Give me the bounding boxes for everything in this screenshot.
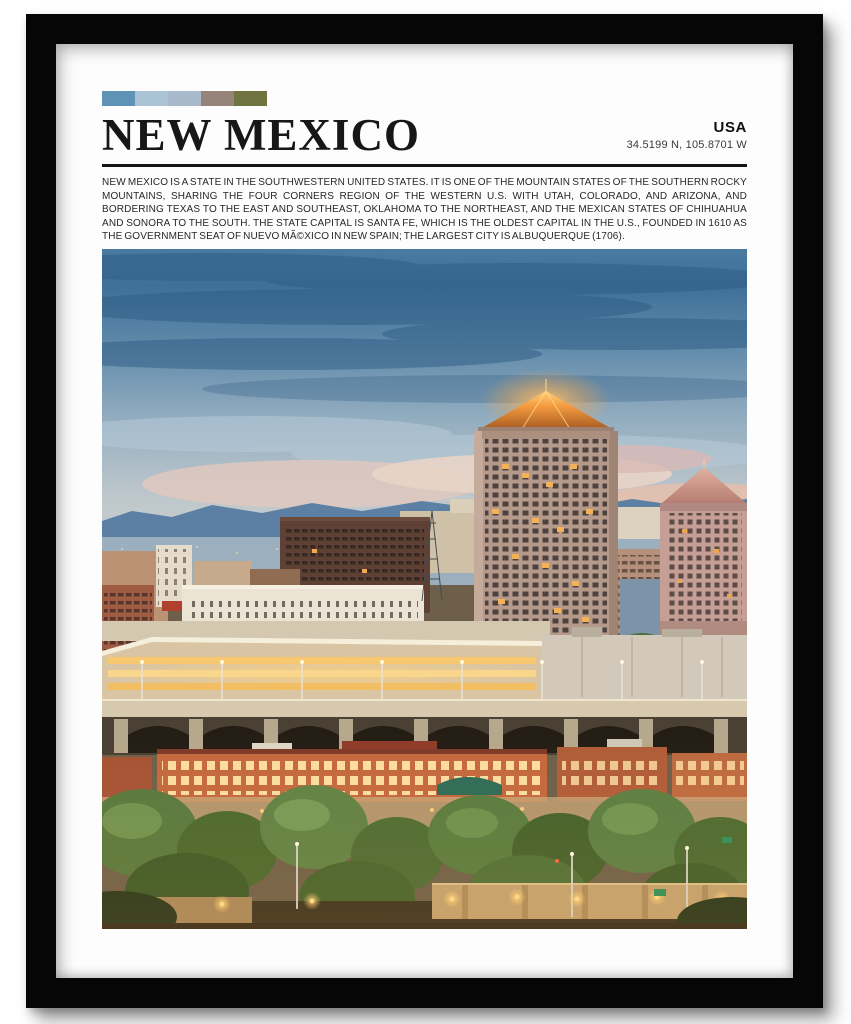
poster-description: NEW MEXICO IS A STATE IN THE SOUTHWESTERN UNITED STATES. IT IS ONE OF THE MOUNTAIN STATES OF THE SOUTHERN ROCKY MOUNTAINS, SHARING THE FOUR CORNERS REGION OF THE WESTERN U.S. WITH UTAH, COLORADO, AND ARIZONA, AND BORDERING TEXAS TO THE EAST AND SOUTHEAST, OKLAHOMA TO THE NORTHEAST, AND THE MEXICAN STATES OF CHIHUAHUA AND SONORA TO THE SOUTH. THE STATE CAPITAL IS SANTA FE, WHICH IS THE OLDEST CAPITAL IN THE U.S., FOUNDED IN 1610 AS THE GOVERNMENT SEAT OF NUEVO MÃ©XICO IN NEW SPAIN; THE LARGEST CITY IS ALBUQUERQUE (1706). [102, 177, 747, 242]
poster-title: NEW MEXICO [102, 110, 420, 160]
palette-swatch [234, 91, 267, 106]
cityscape-photo [102, 249, 747, 929]
coordinates-label: 34.5199 N, 105.8701 W [626, 139, 747, 151]
palette-swatch [102, 91, 135, 106]
mat-board [56, 44, 793, 978]
title-divider [102, 164, 747, 167]
poster-header [102, 110, 747, 160]
palette-swatch [168, 91, 201, 106]
poster [102, 91, 747, 929]
color-palette [102, 91, 267, 106]
picture-frame [26, 14, 823, 1008]
palette-swatch [201, 91, 234, 106]
location-block [627, 119, 747, 151]
country-label: USA [713, 119, 747, 136]
palette-swatch [135, 91, 168, 106]
